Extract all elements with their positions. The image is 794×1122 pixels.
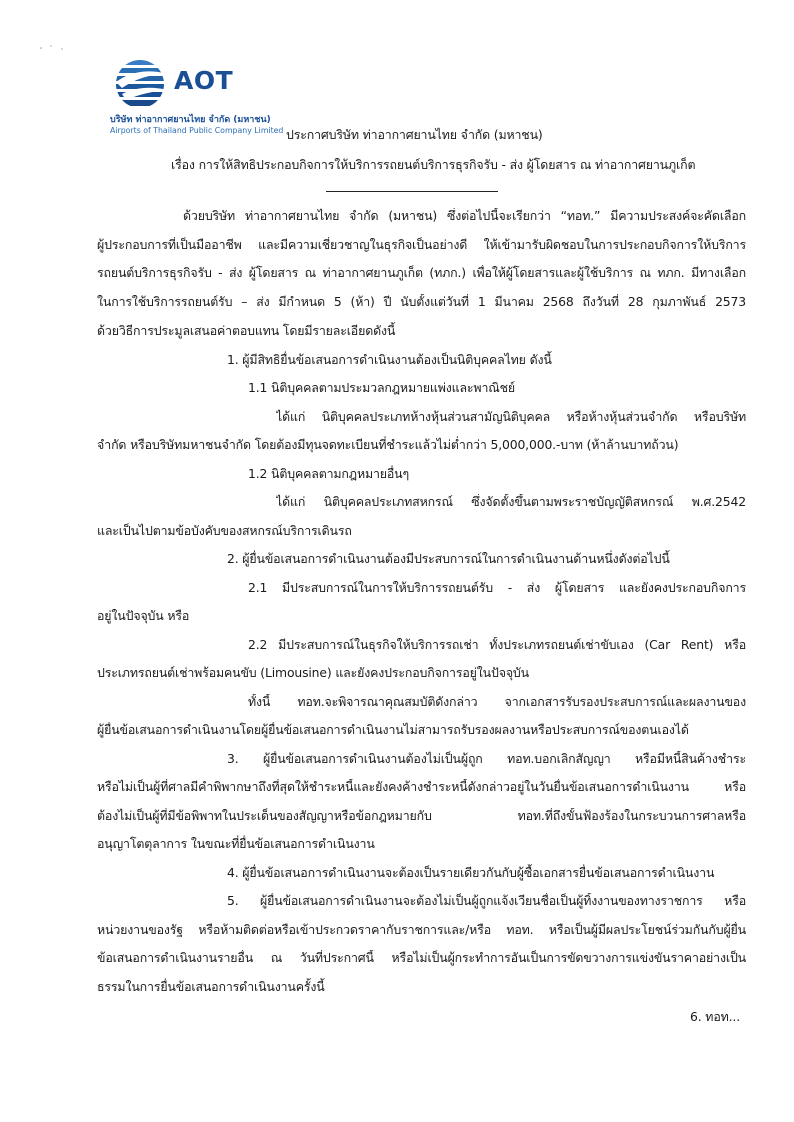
item-1-2-heading: 1.2 นิติบุคคลตามกฎหมายอื่นๆ (248, 466, 410, 481)
announcement-subject: เรื่อง การให้สิทธิประกอบกิจการให้บริการรถยนต์บริการธุรกิจรับ - ส่ง ผู้โดยสาร ณ ท่าอากาศยานภูเก็ต (171, 157, 696, 172)
logo-name-en: Airports of Thailand Public Company Limited (110, 126, 284, 135)
scan-specks (38, 42, 68, 52)
item-2-2-text: 2.2 มีประสบการณ์ในธุรกิจให้บริการรถเช่า ทั้งประเภทรถยนต์เช่าขับเอง (Car Rent) หรือ (248, 637, 746, 652)
logo-brand-text: AOT (174, 66, 234, 95)
item-3-text: หรือไม่เป็นผู้ที่ศาลมีคำพิพากษาถึงที่สุดให้ชำระหนี้และยังคงค้างชำระหนี้ดังกล่าวอยู่ในวันยื่นข้อเสนอการดำเนินงาน หรือ (97, 779, 746, 794)
intro-line: ด้วยวิธีการประมูลเสนอค่าตอบแทน โดยมีรายละเอียดดังนี้ (97, 323, 396, 338)
item-5-text: ธรรมในการยื่นข้อเสนอการดำเนินงานครั้งนี้ (97, 979, 325, 994)
header-divider (326, 191, 498, 192)
item-1-1-heading: 1.1 นิติบุคคลตามประมวลกฎหมายแพ่งและพาณิชย์ (248, 380, 515, 395)
item-3-text: อนุญาโตตุลาการ ในขณะที่ยื่นข้อเสนอการดำเนินงาน (97, 836, 375, 851)
item-2-1-text: อยู่ในปัจจุบัน หรือ (97, 608, 190, 623)
page-continuation: 6. ทอท... (690, 1009, 741, 1024)
item-2-note: ผู้ยื่นข้อเสนอการดำเนินงานโดยผู้ยื่นข้อเสนอการดำเนินงานไม่สามารถรับรองผลงานหรือประสบการณ์ของตนเองได้ (97, 722, 689, 737)
intro-line: รถยนต์บริการธุรกิจรับ - ส่ง ผู้โดยสาร ณ ท่าอากาศยานภูเก็ต (ทภก.) เพื่อให้ผู้โดยสารและผู้ใช้บริการ ณ ทภก. มีทางเลือก (97, 265, 746, 280)
item-5-text: 5. ผู้ยื่นข้อเสนอการดำเนินงานจะต้องไม่เป็นผู้ถูกแจ้งเวียนชื่อเป็นผู้ทิ้งงานของทางราชการ หรือ (227, 893, 746, 908)
item-4-text: 4. ผู้ยื่นข้อเสนอการดำเนินงานจะต้องเป็นรายเดียวกันกับผู้ซื้อเอกสารยื่นข้อเสนอการดำเนินงาน (227, 865, 715, 880)
item-1-2-text: ได้แก่ นิติบุคคลประเภทสหกรณ์ ซึ่งจัดตั้งขึ้นตามพระราชบัญญัติสหกรณ์ พ.ศ.2542 (276, 494, 746, 509)
announcement-title: ประกาศบริษัท ท่าอากาศยานไทย จำกัด (มหาชน) (286, 127, 543, 142)
item-2-heading: 2. ผู้ยื่นข้อเสนอการดำเนินงานต้องมีประสบการณ์ในการดำเนินงานด้านหนึ่งดังต่อไปนี้ (227, 551, 670, 566)
item-3-text: 3. ผู้ยื่นข้อเสนอการดำเนินงานต้องไม่เป็นผู้ถูก ทอท.บอกเลิกสัญญา หรือมีหนี้สินค้างชำระ (227, 751, 746, 766)
item-1-1-text: จำกัด หรือบริษัทมหาชนจำกัด โดยต้องมีทุนจดทะเบียนที่ชำระแล้วไม่ต่ำกว่า 5,000,000.-บาท (ห้าล้านบาทถ้วน) (97, 437, 679, 452)
aot-logo (108, 56, 284, 142)
item-1-2-text: และเป็นไปตามข้อบังคับของสหกรณ์บริการเดินรถ (97, 523, 352, 538)
item-1-heading: 1. ผู้มีสิทธิยื่นข้อเสนอการดำเนินงานต้องเป็นนิติบุคคลไทย ดังนี้ (227, 352, 552, 367)
item-2-note: ทั้งนี้ ทอท.จะพิจารณาคุณสมบัติดังกล่าว จากเอกสารรับรองประสบการณ์และผลงานของ (248, 694, 746, 709)
item-5-text: หน่วยงานของรัฐ หรือห้ามติดต่อหรือเข้าประกวดราคากับราชการและ/หรือ ทอท. หรือเป็นผู้มีผลประโยชน์ร่วมกันกับผู้ยื่น (97, 922, 746, 937)
item-2-2-text: ประเภทรถยนต์เช่าพร้อมคนขับ (Limousine) และยังคงประกอบกิจการอยู่ในปัจจุบัน (97, 665, 529, 680)
intro-line: ในการใช้บริการรถยนต์รับ – ส่ง มีกำหนด 5 (ห้า) ปี นับตั้งแต่วันที่ 1 มีนาคม 2568 ถึงวันที่ 28 กุมภาพันธ์ 2573 (97, 294, 746, 309)
aot-globe-icon (112, 58, 170, 110)
item-5-text: ข้อเสนอการดำเนินงานรายอื่น ณ วันที่ประกาศนี้ หรือไม่เป็นผู้กระทำการอันเป็นการขัดขวางการแข่งขันราคาอย่างเป็น (97, 950, 746, 965)
intro-line: ผู้ประกอบการที่เป็นมืออาชีพ และมีความเชี่ยวชาญในธุรกิจเป็นอย่างดี ให้เข้ามารับผิดชอบในการประกอบกิจการให้บริการ (97, 237, 746, 252)
intro-line: ด้วยบริษัท ท่าอากาศยานไทย จำกัด (มหาชน) ซึ่งต่อไปนี้จะเรียกว่า “ทอท.” มีความประสงค์จะคัดเลือก (183, 208, 746, 223)
item-1-1-text: ได้แก่ นิติบุคคลประเภทห้างหุ้นส่วนสามัญนิติบุคคล หรือห้างหุ้นส่วนจำกัด หรือบริษัท (276, 409, 746, 424)
logo-name-th: บริษัท ท่าอากาศยานไทย จำกัด (มหาชน) (110, 115, 271, 125)
item-2-1-text: 2.1 มีประสบการณ์ในการให้บริการรถยนต์รับ - ส่ง ผู้โดยสาร และยังคงประกอบกิจการ (248, 580, 746, 595)
item-3-text: ต้องไม่เป็นผู้ที่มีข้อพิพาทในประเด็นของสัญญาหรือข้อกฎหมายกับ ทอท.ที่ถึงขั้นฟ้องร้องในกระบวนการศาลหรือ (97, 808, 746, 823)
